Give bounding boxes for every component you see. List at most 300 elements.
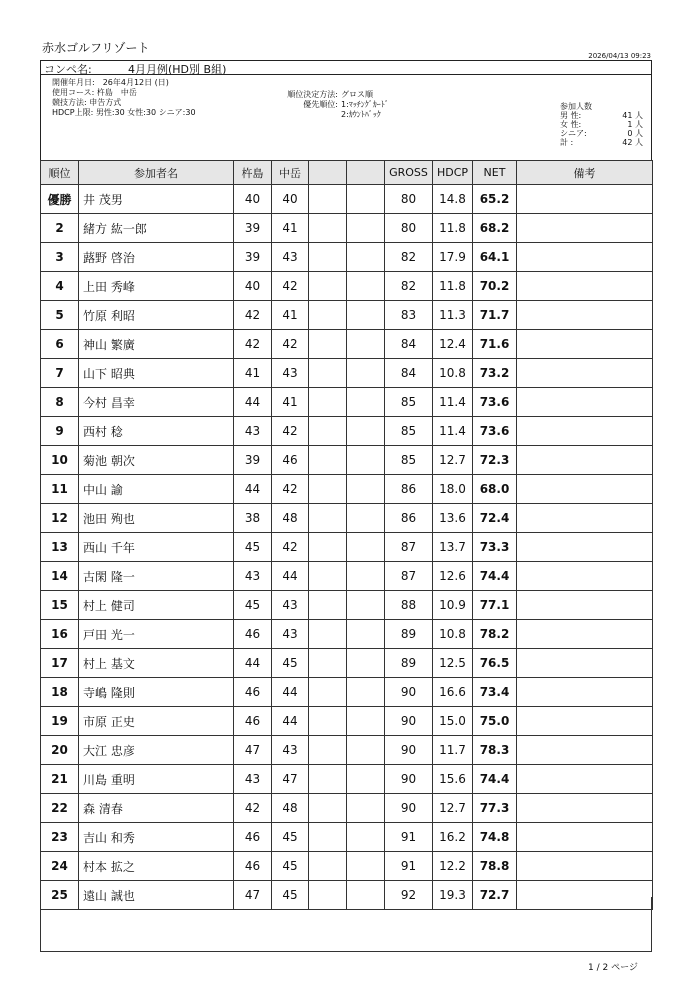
rank-cell: 20	[41, 736, 79, 765]
table-row	[41, 417, 653, 446]
gross-cell: 90	[385, 765, 433, 794]
net-cell: 64.1	[473, 243, 517, 272]
table-row	[41, 620, 653, 649]
count-row	[560, 111, 643, 120]
table-row	[41, 388, 653, 417]
gross-cell: 89	[385, 649, 433, 678]
hdcp-cell: 13.6	[433, 504, 473, 533]
score-course-2: 43	[272, 243, 309, 272]
rank-cell: 12	[41, 504, 79, 533]
blank-cell	[347, 446, 385, 475]
table-row	[41, 678, 653, 707]
rank-cell: 4	[41, 272, 79, 301]
count-label: シニア:	[560, 129, 587, 138]
remarks-cell	[517, 678, 653, 707]
col-net: NET	[473, 161, 517, 185]
count-row	[560, 138, 643, 147]
rank-cell: 17	[41, 649, 79, 678]
gross-cell: 86	[385, 504, 433, 533]
count-row	[560, 120, 643, 129]
table-row	[41, 301, 653, 330]
score-course-2: 47	[272, 765, 309, 794]
gross-cell: 82	[385, 243, 433, 272]
name-cell: 今村 昌幸	[79, 388, 234, 417]
net-cell: 78.3	[473, 736, 517, 765]
remarks-cell	[517, 359, 653, 388]
blank-cell	[347, 852, 385, 881]
rank-cell: 19	[41, 707, 79, 736]
score-course-1: 42	[234, 794, 272, 823]
blank-cell	[309, 591, 347, 620]
blank-cell	[347, 475, 385, 504]
gross-cell: 91	[385, 852, 433, 881]
col-course-2: 中岳	[272, 161, 309, 185]
gross-cell: 90	[385, 707, 433, 736]
net-cell: 72.7	[473, 881, 517, 910]
net-cell: 73.6	[473, 388, 517, 417]
count-row	[560, 129, 643, 138]
blank-cell	[347, 330, 385, 359]
table-row	[41, 823, 653, 852]
net-cell: 73.6	[473, 417, 517, 446]
net-cell: 72.4	[473, 504, 517, 533]
rank-cell: 18	[41, 678, 79, 707]
count-value: 1 人	[627, 120, 643, 129]
ranking-method-value: グロス順	[341, 90, 373, 99]
table-header-row	[41, 161, 653, 185]
remarks-cell	[517, 620, 653, 649]
gross-cell: 89	[385, 620, 433, 649]
remarks-cell	[517, 533, 653, 562]
score-course-2: 44	[272, 678, 309, 707]
blank-cell	[347, 649, 385, 678]
blank-cell	[347, 765, 385, 794]
event-hdcp-limit: HDCP上限: 男性:30 女性:30 シニア:30	[52, 108, 196, 117]
net-cell: 68.0	[473, 475, 517, 504]
name-cell: 中山 諭	[79, 475, 234, 504]
count-value: 42 人	[622, 138, 643, 147]
score-course-2: 43	[272, 736, 309, 765]
blank-cell	[347, 243, 385, 272]
venue-name: 赤水ゴルフリゾート	[42, 41, 150, 55]
remarks-cell	[517, 388, 653, 417]
gross-cell: 90	[385, 678, 433, 707]
hdcp-cell: 14.8	[433, 185, 473, 214]
blank-cell	[347, 214, 385, 243]
score-course-2: 41	[272, 388, 309, 417]
net-cell: 72.3	[473, 446, 517, 475]
remarks-cell	[517, 301, 653, 330]
remarks-cell	[517, 243, 653, 272]
event-date: 開催年月日: 26年4月12日 (日)	[52, 78, 169, 87]
hdcp-cell: 16.6	[433, 678, 473, 707]
score-course-1: 40	[234, 185, 272, 214]
blank-cell	[309, 823, 347, 852]
hdcp-cell: 11.8	[433, 272, 473, 301]
net-cell: 73.2	[473, 359, 517, 388]
table-row	[41, 649, 653, 678]
event-method: 競技方法: 申告方式	[52, 98, 122, 107]
blank-cell	[309, 794, 347, 823]
gross-cell: 92	[385, 881, 433, 910]
name-cell: 西村 稔	[79, 417, 234, 446]
col-name: 参加者名	[79, 161, 234, 185]
score-course-1: 45	[234, 533, 272, 562]
name-cell: 森 清春	[79, 794, 234, 823]
score-course-1: 46	[234, 852, 272, 881]
printed-timestamp: 2026/04/13 09:23	[588, 52, 651, 60]
gross-cell: 84	[385, 359, 433, 388]
score-course-2: 42	[272, 417, 309, 446]
remarks-cell	[517, 736, 653, 765]
net-cell: 73.4	[473, 678, 517, 707]
name-cell: 吉山 和秀	[79, 823, 234, 852]
hdcp-cell: 12.2	[433, 852, 473, 881]
rank-cell: 2	[41, 214, 79, 243]
score-course-1: 47	[234, 881, 272, 910]
name-cell: 村上 健司	[79, 591, 234, 620]
rank-cell: 8	[41, 388, 79, 417]
score-course-2: 45	[272, 881, 309, 910]
remarks-cell	[517, 852, 653, 881]
gross-cell: 80	[385, 214, 433, 243]
score-course-1: 42	[234, 330, 272, 359]
hdcp-cell: 12.7	[433, 794, 473, 823]
gross-cell: 86	[385, 475, 433, 504]
score-course-1: 46	[234, 707, 272, 736]
score-course-2: 48	[272, 794, 309, 823]
score-course-2: 45	[272, 823, 309, 852]
name-cell: 村上 基文	[79, 649, 234, 678]
gross-cell: 83	[385, 301, 433, 330]
gross-cell: 85	[385, 417, 433, 446]
score-course-1: 43	[234, 562, 272, 591]
blank-cell	[309, 765, 347, 794]
score-course-2: 42	[272, 330, 309, 359]
gross-cell: 91	[385, 823, 433, 852]
rank-cell: 7	[41, 359, 79, 388]
name-cell: 蕗野 啓治	[79, 243, 234, 272]
blank-cell	[309, 707, 347, 736]
score-course-2: 44	[272, 707, 309, 736]
remarks-cell	[517, 562, 653, 591]
name-cell: 神山 繁廣	[79, 330, 234, 359]
blank-cell	[347, 678, 385, 707]
hdcp-cell: 11.8	[433, 214, 473, 243]
net-cell: 74.4	[473, 562, 517, 591]
score-course-2: 40	[272, 185, 309, 214]
score-course-1: 44	[234, 475, 272, 504]
blank-cell	[309, 330, 347, 359]
name-cell: 竹原 利昭	[79, 301, 234, 330]
hdcp-cell: 10.8	[433, 620, 473, 649]
rank-cell: 9	[41, 417, 79, 446]
score-course-1: 39	[234, 243, 272, 272]
blank-cell	[309, 678, 347, 707]
remarks-cell	[517, 417, 653, 446]
net-cell: 71.7	[473, 301, 517, 330]
count-value: 41 人	[622, 111, 643, 120]
net-cell: 70.2	[473, 272, 517, 301]
blank-cell	[347, 272, 385, 301]
col-blank-2	[347, 161, 385, 185]
event-course: 使用コース: 杵島 中岳	[52, 88, 137, 97]
name-cell: 村本 拡之	[79, 852, 234, 881]
blank-cell	[309, 649, 347, 678]
score-course-1: 43	[234, 765, 272, 794]
table-row	[41, 794, 653, 823]
net-cell: 74.4	[473, 765, 517, 794]
blank-cell	[347, 707, 385, 736]
score-course-2: 48	[272, 504, 309, 533]
score-course-1: 42	[234, 301, 272, 330]
score-course-1: 45	[234, 591, 272, 620]
count-label: 女 性:	[560, 120, 582, 129]
hdcp-cell: 15.6	[433, 765, 473, 794]
name-cell: 緒方 紘一郎	[79, 214, 234, 243]
rank-cell: 16	[41, 620, 79, 649]
score-course-1: 46	[234, 620, 272, 649]
score-course-1: 44	[234, 388, 272, 417]
blank-cell	[347, 417, 385, 446]
score-course-1: 47	[234, 736, 272, 765]
gross-cell: 87	[385, 562, 433, 591]
remarks-cell	[517, 707, 653, 736]
rank-cell: 10	[41, 446, 79, 475]
priority-label: 優先順位:	[303, 100, 338, 109]
blank-cell	[309, 620, 347, 649]
blank-cell	[309, 214, 347, 243]
hdcp-cell: 12.7	[433, 446, 473, 475]
name-cell: 池田 殉也	[79, 504, 234, 533]
blank-cell	[347, 533, 385, 562]
name-cell: 上田 秀峰	[79, 272, 234, 301]
blank-cell	[309, 736, 347, 765]
table-row	[41, 533, 653, 562]
hdcp-cell: 17.9	[433, 243, 473, 272]
hdcp-cell: 11.7	[433, 736, 473, 765]
remarks-cell	[517, 446, 653, 475]
hdcp-cell: 12.4	[433, 330, 473, 359]
net-cell: 68.2	[473, 214, 517, 243]
rank-cell: 6	[41, 330, 79, 359]
table-row	[41, 330, 653, 359]
participant-count	[560, 102, 643, 147]
rank-cell: 13	[41, 533, 79, 562]
rank-cell: 24	[41, 852, 79, 881]
score-course-2: 43	[272, 620, 309, 649]
blank-cell	[347, 736, 385, 765]
rank-cell: 3	[41, 243, 79, 272]
score-course-1: 39	[234, 446, 272, 475]
gross-cell: 84	[385, 330, 433, 359]
score-course-2: 46	[272, 446, 309, 475]
count-label: 男 性:	[560, 111, 582, 120]
score-course-2: 43	[272, 359, 309, 388]
blank-cell	[309, 533, 347, 562]
table-row	[41, 272, 653, 301]
score-course-2: 44	[272, 562, 309, 591]
blank-cell	[309, 388, 347, 417]
hdcp-cell: 18.0	[433, 475, 473, 504]
name-cell: 川島 重明	[79, 765, 234, 794]
table-row	[41, 475, 653, 504]
table-row	[41, 446, 653, 475]
name-cell: 大江 忠彦	[79, 736, 234, 765]
table-row	[41, 591, 653, 620]
net-cell: 71.6	[473, 330, 517, 359]
hdcp-cell: 13.7	[433, 533, 473, 562]
table-row	[41, 707, 653, 736]
gross-cell: 80	[385, 185, 433, 214]
net-cell: 77.3	[473, 794, 517, 823]
table-row	[41, 214, 653, 243]
gross-cell: 88	[385, 591, 433, 620]
score-course-2: 43	[272, 591, 309, 620]
score-course-2: 42	[272, 475, 309, 504]
remarks-cell	[517, 649, 653, 678]
table-row	[41, 359, 653, 388]
gross-cell: 85	[385, 446, 433, 475]
rank-cell: 25	[41, 881, 79, 910]
priority-value-1: 1:ﾏｯﾁﾝｸﾞｶｰﾄﾞ	[341, 100, 389, 109]
blank-cell	[347, 504, 385, 533]
blank-cell	[309, 272, 347, 301]
score-course-1: 41	[234, 359, 272, 388]
col-rank: 順位	[41, 161, 79, 185]
net-cell: 78.2	[473, 620, 517, 649]
gross-cell: 90	[385, 794, 433, 823]
table-row	[41, 765, 653, 794]
blank-cell	[347, 388, 385, 417]
hdcp-cell: 11.4	[433, 388, 473, 417]
remarks-cell	[517, 504, 653, 533]
rank-cell: 21	[41, 765, 79, 794]
blank-cell	[347, 562, 385, 591]
hdcp-cell: 16.2	[433, 823, 473, 852]
net-cell: 73.3	[473, 533, 517, 562]
name-cell: 井 茂男	[79, 185, 234, 214]
blank-cell	[309, 301, 347, 330]
net-cell: 65.2	[473, 185, 517, 214]
hdcp-cell: 12.6	[433, 562, 473, 591]
rank-cell: 22	[41, 794, 79, 823]
name-cell: 戸田 光一	[79, 620, 234, 649]
event-info	[52, 78, 196, 118]
participant-count-title: 参加人数	[560, 102, 592, 111]
table-row	[41, 852, 653, 881]
blank-cell	[309, 852, 347, 881]
remarks-cell	[517, 591, 653, 620]
rank-cell: 23	[41, 823, 79, 852]
priority-value-2: 2:ｶｳﾝﾄﾊﾞｯｸ	[341, 110, 381, 119]
table-row	[41, 243, 653, 272]
score-course-2: 42	[272, 533, 309, 562]
remarks-cell	[517, 214, 653, 243]
score-course-1: 46	[234, 823, 272, 852]
table-footer-area	[40, 897, 652, 952]
table-row	[41, 185, 653, 214]
competition-label: コンペ名:	[44, 63, 92, 76]
ranking-rule-values	[341, 90, 389, 120]
remarks-cell	[517, 330, 653, 359]
remarks-cell	[517, 765, 653, 794]
score-course-1: 44	[234, 649, 272, 678]
remarks-cell	[517, 272, 653, 301]
gross-cell: 90	[385, 736, 433, 765]
ranking-rule-labels	[240, 90, 338, 110]
hdcp-cell: 10.9	[433, 591, 473, 620]
net-cell: 74.8	[473, 823, 517, 852]
remarks-cell	[517, 185, 653, 214]
rank-cell: 優勝	[41, 185, 79, 214]
results-table	[40, 160, 653, 910]
score-course-1: 40	[234, 272, 272, 301]
hdcp-cell: 12.5	[433, 649, 473, 678]
rank-cell: 5	[41, 301, 79, 330]
col-remarks: 備考	[517, 161, 653, 185]
net-cell: 77.1	[473, 591, 517, 620]
hdcp-cell: 15.0	[433, 707, 473, 736]
blank-cell	[347, 185, 385, 214]
hdcp-cell: 10.8	[433, 359, 473, 388]
gross-cell: 82	[385, 272, 433, 301]
blank-cell	[347, 301, 385, 330]
gross-cell: 87	[385, 533, 433, 562]
col-hdcp: HDCP	[433, 161, 473, 185]
score-course-1: 38	[234, 504, 272, 533]
blank-cell	[309, 562, 347, 591]
score-course-1: 39	[234, 214, 272, 243]
count-value: 0 人	[627, 129, 643, 138]
rank-cell: 14	[41, 562, 79, 591]
blank-cell	[347, 591, 385, 620]
col-blank-1	[309, 161, 347, 185]
blank-cell	[309, 475, 347, 504]
score-course-2: 42	[272, 272, 309, 301]
score-course-1: 46	[234, 678, 272, 707]
blank-cell	[309, 417, 347, 446]
net-cell: 75.0	[473, 707, 517, 736]
score-course-1: 43	[234, 417, 272, 446]
blank-cell	[309, 243, 347, 272]
name-cell: 寺嶋 隆則	[79, 678, 234, 707]
gross-cell: 85	[385, 388, 433, 417]
col-gross: GROSS	[385, 161, 433, 185]
name-cell: 遠山 誠也	[79, 881, 234, 910]
rank-cell: 11	[41, 475, 79, 504]
name-cell: 山下 昭典	[79, 359, 234, 388]
ranking-method-label: 順位決定方法:	[287, 90, 338, 99]
score-course-2: 41	[272, 301, 309, 330]
count-label: 計 :	[560, 138, 574, 147]
blank-cell	[309, 359, 347, 388]
net-cell: 78.8	[473, 852, 517, 881]
score-course-2: 45	[272, 649, 309, 678]
name-cell: 古閑 隆一	[79, 562, 234, 591]
blank-cell	[347, 620, 385, 649]
competition-name: 4月月例(HD別 B組)	[128, 63, 227, 76]
blank-cell	[347, 794, 385, 823]
table-row	[41, 736, 653, 765]
blank-cell	[347, 823, 385, 852]
name-cell: 菊池 朝次	[79, 446, 234, 475]
score-course-2: 45	[272, 852, 309, 881]
hdcp-cell: 19.3	[433, 881, 473, 910]
net-cell: 76.5	[473, 649, 517, 678]
remarks-cell	[517, 823, 653, 852]
blank-cell	[309, 185, 347, 214]
